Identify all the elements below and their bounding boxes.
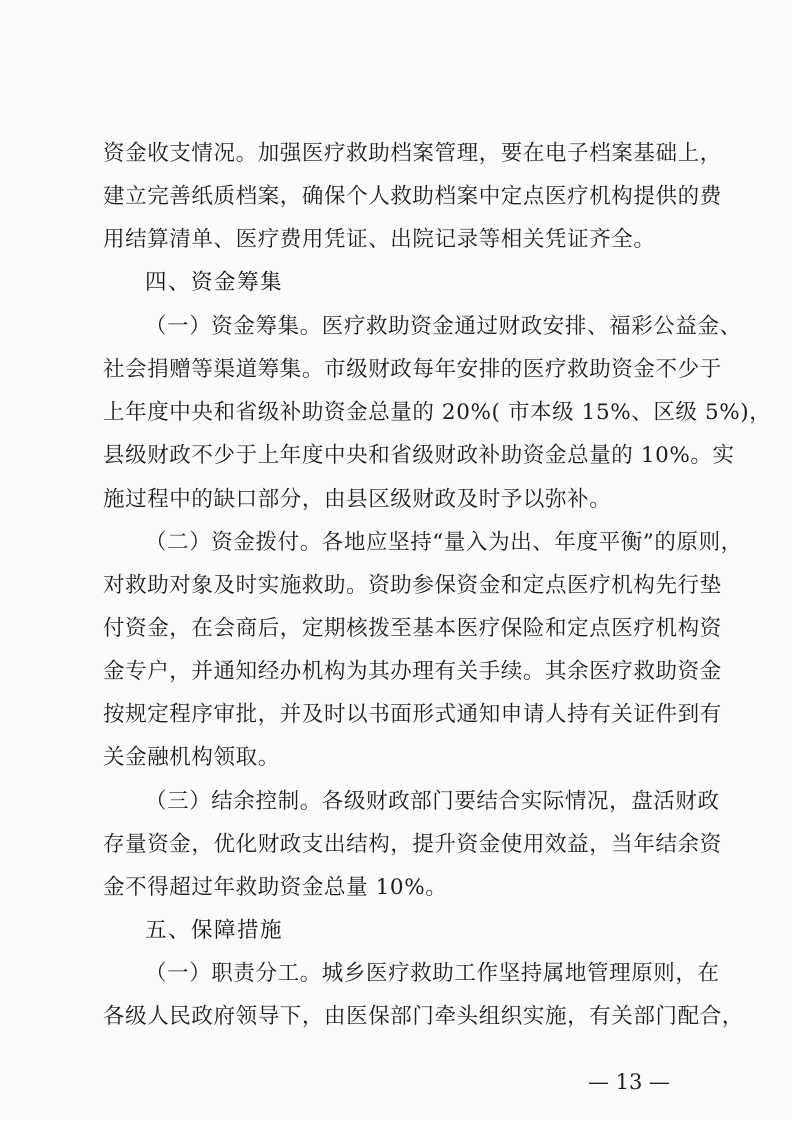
body-text-line: 存量资金，优化财政支出结构，提升资金使用效益，当年结余资	[103, 832, 722, 857]
paragraph-first-line: （三）结余控制。各级财政部门要结合实际情况，盘活财政	[145, 789, 720, 814]
paragraph-first-line: （一）职责分工。城乡医疗救助工作坚持属地管理原则，在	[145, 961, 720, 986]
body-text-line: 付资金，在会商后，定期核拨至基本医疗保险和定点医疗机构资	[103, 616, 722, 641]
paragraph-first-line: （一）资金筹集。医疗救助资金通过财政安排、福彩公益金、	[145, 314, 742, 339]
body-text-line: 按规定程序审批，并及时以书面形式通知申请人持有关证件到有	[103, 702, 722, 727]
body-text-line: 金不得超过年救助资金总量 10%。	[103, 875, 448, 900]
body-text-line: 社会捐赠等渠道筹集。市级财政每年安排的医疗救助资金不少于	[103, 357, 722, 382]
page-number: — 13 —	[587, 1070, 671, 1094]
body-text-line: 资金收支情况。加强医疗救助档案管理，要在电子档案基础上，	[103, 141, 722, 166]
body-text-line: 金专户，并通知经办机构为其办理有关手续。其余医疗救助资金	[103, 659, 722, 684]
paragraph-first-line: （二）资金拨付。各地应坚持“量入为出、年度平衡”的原则，	[145, 530, 743, 555]
body-text-line: 建立完善纸质档案，确保个人救助档案中定点医疗机构提供的费	[103, 184, 722, 209]
body-text-line: 施过程中的缺口部分，由县区级财政及时予以弥补。	[103, 487, 612, 512]
body-text-line: 县级财政不少于上年度中央和省级财政补助资金总量的 10%。实	[103, 443, 735, 468]
body-text-line: 各级人民政府领导下，由医保部门牵头组织实施，有关部门配合，	[103, 1004, 744, 1029]
body-text-line: 上年度中央和省级补助资金总量的 20%( 市本级 15%、区级 5%)，	[103, 400, 772, 425]
body-text-line: 对救助对象及时实施救助。资助参保资金和定点医疗机构先行垫	[103, 573, 722, 598]
section-heading-4: 四、资金筹集	[145, 270, 284, 295]
section-heading-5: 五、保障措施	[145, 918, 284, 943]
body-text-line: 用结算清单、医疗费用凭证、出院记录等相关凭证齐全。	[103, 227, 656, 252]
body-text-line: 关金融机构领取。	[103, 745, 280, 770]
